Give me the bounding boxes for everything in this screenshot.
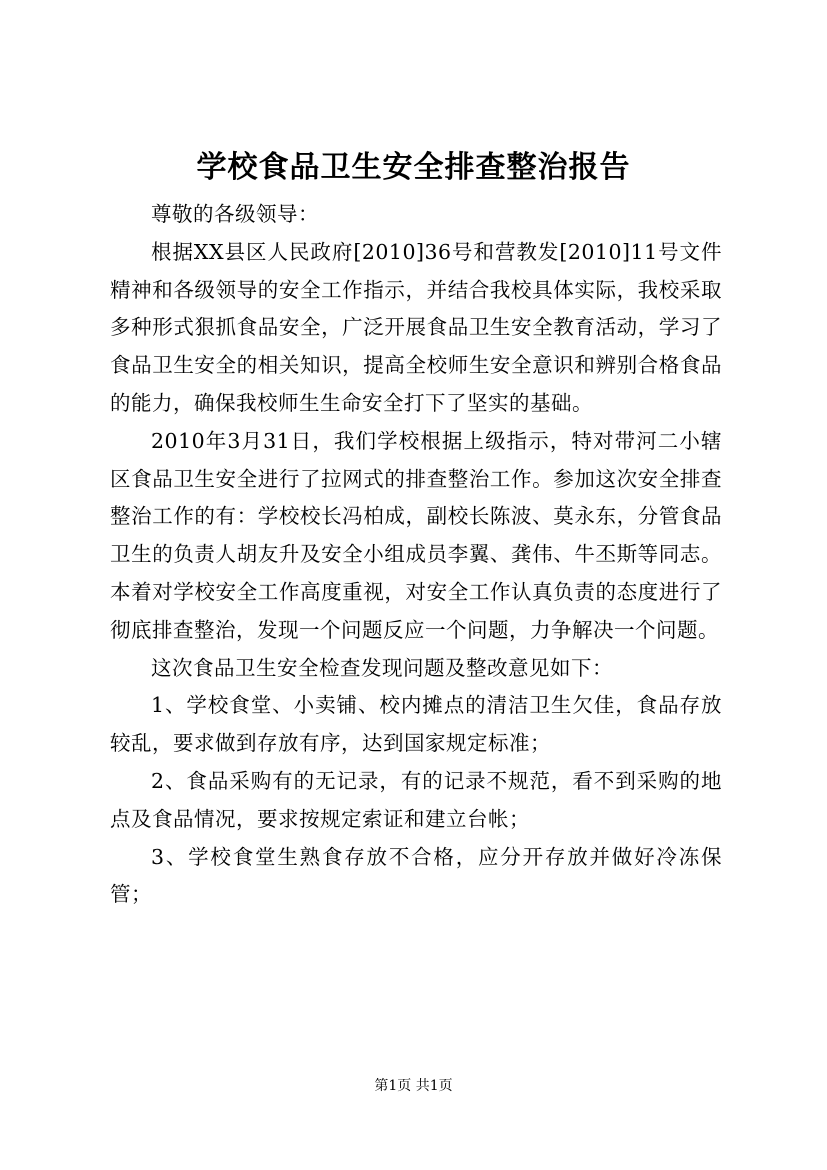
body-paragraph: 这次食品卫生安全检查发现问题及整改意见如下： (151, 655, 613, 680)
list-item-paragraph: 1、学校食堂、小卖铺、校内摊点的清洁卫生欠佳，食品存放较乱，要求做到存放有序，达到国家规定标准； (110, 693, 722, 756)
body-paragraph: 2010年3月31日，我们学校根据上级指示，特对带河二小辖区食品卫生安全进行了拉网式的排查整治工作。参加这次安全排查整治工作的有：学校校长冯柏成，副校长陈波、莫永东，分管食品卫生的负责人胡友升及安全小组成员李翼、龚伟、牛丕斯等同志。本着对学校安全工作高度重视，对安全工作认真负责的态度进行了彻底排查整治，发现一个问题反应一个问题，力争解决一个问题。 (110, 428, 722, 642)
body-paragraph: 根据XX县区人民政府[2010]36号和营教发[2010]11号文件精神和各级领导的安全工作指示，并结合我校具体实际，我校采取多种形式狠抓食品安全，广泛开展食品卫生安全教育活动，学习了食品卫生安全的相关知识，提高全校师生安全意识和辨别合格食品的能力，确保我校师生生命安全打下了坚实的基础。 (110, 239, 722, 415)
list-item-paragraph: 2、食品采购有的无记录，有的记录不规范，看不到采购的地点及食品情况，要求按规定索证和建立台帐； (110, 768, 722, 831)
document-title: 学校食品卫生安全排查整治报告 (196, 150, 631, 185)
salutation-paragraph: 尊敬的各级领导： (151, 202, 319, 226)
document-body (110, 196, 722, 914)
page-footer: 第1页 共1页 (374, 1078, 453, 1094)
list-item-paragraph: 3、学校食堂生熟食存放不合格，应分开存放并做好冷冻保管； (110, 844, 722, 907)
